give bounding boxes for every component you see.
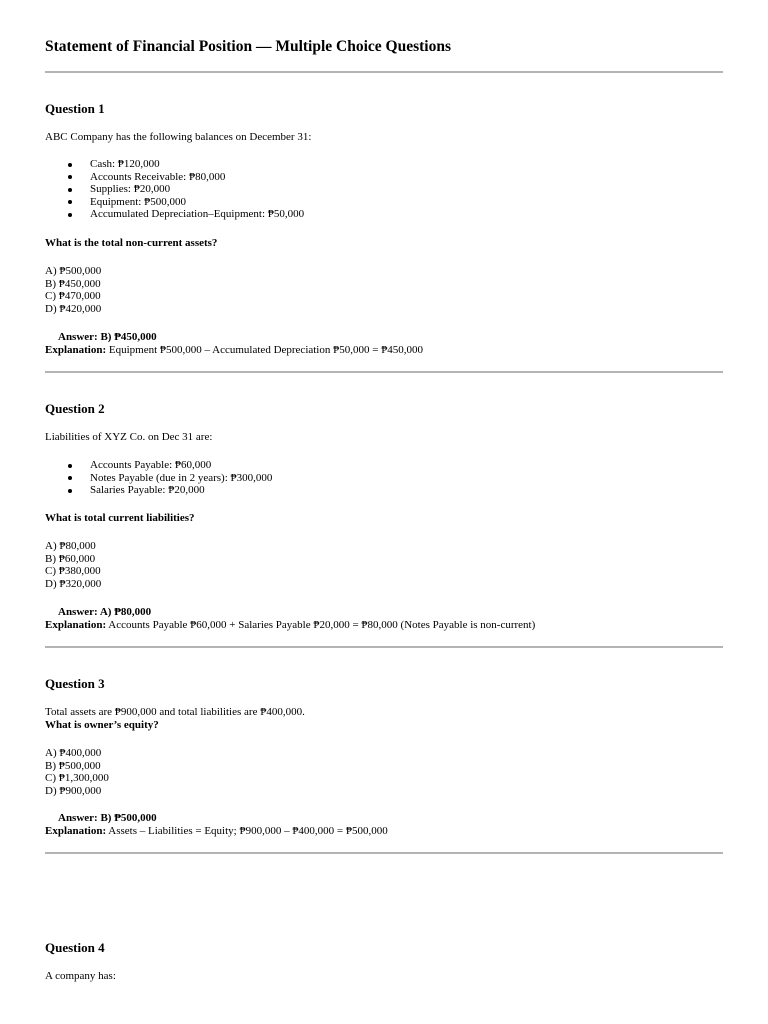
question-heading: Question 3 — [45, 676, 105, 691]
answer-options — [45, 265, 101, 315]
correct-answer: Answer: B) ₱500,000 — [58, 812, 157, 824]
option-a: A) ₱400,000 — [45, 747, 102, 759]
question-intro: A company has: — [45, 970, 116, 982]
correct-answer: Answer: B) ₱450,000 — [58, 331, 157, 343]
balance-list — [45, 158, 304, 221]
explanation-text: Assets – Liabilities = Equity; ₱900,000 – ₱400,000 = ₱500,000 — [106, 825, 388, 837]
list-item: Accounts Receivable: ₱80,000 — [45, 171, 304, 184]
option-a: A) ₱500,000 — [45, 265, 102, 277]
question-heading: Question 4 — [45, 940, 105, 955]
option-d: D) ₱320,000 — [45, 577, 102, 590]
divider — [45, 71, 723, 73]
answer-options — [45, 540, 101, 590]
option-c: C) ₱380,000 — [45, 565, 101, 578]
divider — [45, 646, 723, 648]
list-item: Equipment: ₱500,000 — [45, 196, 304, 209]
list-item: Accumulated Depreciation–Equipment: ₱50,000 — [45, 208, 304, 221]
question-heading: Question 2 — [45, 401, 105, 416]
explanation-label: Explanation: — [45, 344, 107, 356]
liability-list — [45, 459, 272, 497]
explanation-label: Explanation: — [45, 825, 107, 837]
list-item: Notes Payable (due in 2 years): ₱300,000 — [45, 472, 272, 485]
option-b: B) ₱60,000 — [45, 552, 96, 565]
list-item: Supplies: ₱20,000 — [45, 183, 304, 196]
explanation — [45, 344, 423, 357]
question-intro: Total assets are ₱900,000 and total liabilities are ₱400,000. — [45, 706, 305, 718]
question-heading: Question 1 — [45, 101, 105, 116]
question-prompt: What is the total non-current assets? — [45, 237, 218, 249]
divider — [45, 852, 723, 854]
explanation-label: Explanation: — [45, 619, 107, 631]
question-intro: ABC Company has the following balances on December 31: — [45, 131, 312, 143]
correct-answer: Answer: A) ₱80,000 — [58, 606, 152, 618]
question-intro: Liabilities of XYZ Co. on Dec 31 are: — [45, 431, 213, 443]
list-item: Accounts Payable: ₱60,000 — [45, 459, 272, 472]
divider — [45, 371, 723, 373]
option-b: B) ₱450,000 — [45, 277, 101, 290]
question-prompt: What is total current liabilities? — [45, 512, 195, 524]
option-c: C) ₱470,000 — [45, 290, 101, 303]
option-a: A) ₱80,000 — [45, 540, 96, 552]
explanation-text: Accounts Payable ₱60,000 + Salaries Payable ₱20,000 = ₱80,000 (Notes Payable is non-current) — [106, 619, 536, 631]
list-item: Cash: ₱120,000 — [45, 158, 304, 171]
page-title: Statement of Financial Position — Multiple Choice Questions — [45, 38, 452, 55]
option-c: C) ₱1,300,000 — [45, 772, 109, 785]
explanation — [45, 619, 535, 632]
option-d: D) ₱900,000 — [45, 784, 102, 797]
answer-options — [45, 747, 109, 797]
option-d: D) ₱420,000 — [45, 302, 102, 315]
list-item: Salaries Payable: ₱20,000 — [45, 484, 272, 497]
question-prompt: What is owner’s equity? — [45, 719, 159, 731]
option-b: B) ₱500,000 — [45, 759, 101, 772]
explanation-text: Equipment ₱500,000 – Accumulated Depreciation ₱50,000 = ₱450,000 — [106, 344, 424, 356]
explanation — [45, 825, 388, 838]
